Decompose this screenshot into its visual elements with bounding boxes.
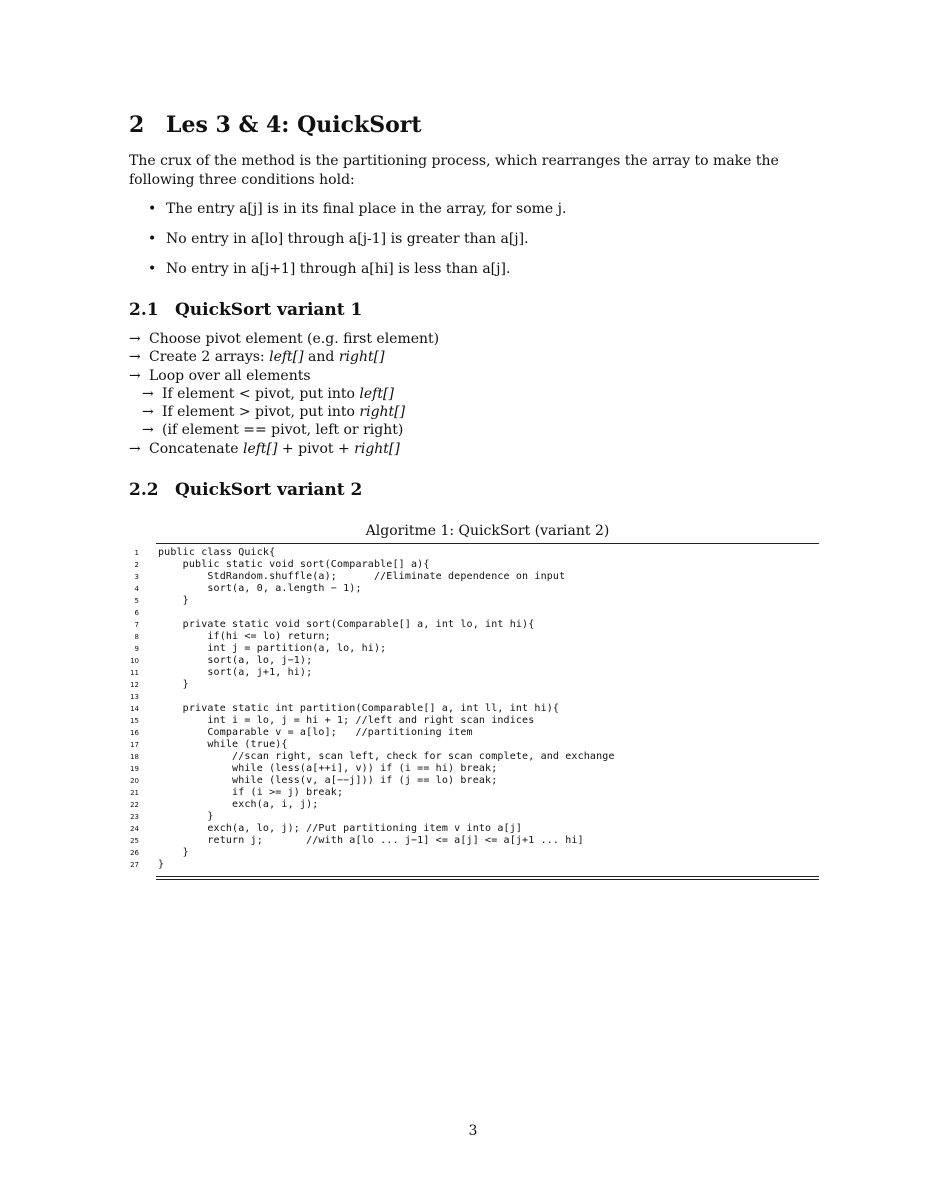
code-text: } [158,595,189,606]
code-line [120,775,820,787]
step-emphasis: left[] [242,440,278,457]
arrow-icon: → [129,331,141,347]
step-emphasis: left[] [359,385,394,402]
code-line [120,703,820,715]
code-line [120,667,820,679]
step-emphasis: left[] [269,349,304,366]
code-text: } [158,847,189,858]
bullet-text: No entry in a[j+1] through a[hi] is less than a[j]. [166,261,511,277]
code-text: StdRandom.shuffle(a); //Eliminate dependence on input [158,571,566,582]
arrow-icon: → [142,404,154,421]
section-heading [129,112,422,138]
code-line [120,799,820,811]
code-line [120,583,820,595]
line-number: 23 [130,813,139,821]
code-text: if(hi <= lo) return; [158,631,331,642]
section-title: Les 3 & 4: QuickSort [166,112,422,138]
code-text: public static void sort(Comparable[] a){ [158,559,430,570]
code-text: sort(a, j+1, hi); [158,667,313,678]
code-line [120,823,820,835]
step-emphasis: right[] [359,404,406,421]
code-text: return j; //with a[lo ... j−1] <= a[j] <= a[j+1 ... hi] [158,835,584,846]
list-item [148,200,566,230]
line-number: 7 [134,621,139,629]
step-text: If element < pivot, put into [162,385,360,402]
code-line [120,739,820,751]
step-emphasis: right[] [354,440,400,457]
code-text: } [158,679,189,690]
arrow-icon: → [129,349,141,366]
code-text: } [158,859,165,870]
code-line [120,811,820,823]
conditions-list [148,200,566,290]
line-number: 5 [134,597,139,605]
code-text: while (true){ [158,739,288,750]
line-number: 21 [130,789,139,797]
code-line [120,595,820,607]
step-text: Loop over all elements [149,367,311,384]
line-number: 17 [130,741,139,749]
step-emphasis: right[] [338,349,385,366]
subsection-number: 2.2 [129,480,159,500]
subsection-number: 2.1 [129,300,159,320]
algorithm-caption: Algoritme 1: QuickSort (variant 2) [365,523,610,539]
code-listing [120,547,820,871]
intro-paragraph: The crux of the method is the partitioning process, which rearranges the array to make the following three conditions hold: [129,153,779,188]
bullet-text: The entry a[j] is in its final place in the array, for some j. [166,201,567,217]
code-text: sort(a, 0, a.length − 1); [158,583,362,594]
list-item [148,260,566,290]
arrow-icon: → [142,422,154,439]
line-number: 26 [130,849,139,857]
variant-1-steps [129,330,439,458]
line-number: 14 [130,705,139,713]
line-number: 13 [130,693,139,701]
code-text: while (less(v, a[−−j])) if (j == lo) break; [158,775,498,786]
line-number: 11 [130,669,139,677]
line-number: 1 [134,549,139,557]
step-item [129,348,439,366]
code-text: Comparable v = a[lo]; //partitioning item [158,727,473,738]
code-text: private static int partition(Comparable[] a, int ll, int hi){ [158,703,560,714]
code-text: exch(a, i, j); [158,799,319,810]
code-text: if (i >= j) break; [158,787,344,798]
code-text: public class Quick{ [158,547,276,558]
code-line [120,727,820,739]
subsection-title: QuickSort variant 2 [175,480,363,500]
step-text: (if element == pivot, left or right) [162,422,404,439]
code-line [120,607,820,619]
code-line [120,859,820,871]
code-line [120,787,820,799]
line-number: 15 [130,717,139,725]
algorithm-top-rule [156,543,819,544]
step-item [129,330,439,348]
line-number: 12 [130,681,139,689]
code-line [120,619,820,631]
arrow-icon: → [129,440,141,457]
section-number: 2 [129,112,145,138]
step-text: Create 2 arrays: [149,349,270,366]
code-line [120,691,820,703]
line-number: 8 [134,633,139,641]
subsection-title: QuickSort variant 1 [175,300,363,320]
line-number: 4 [134,585,139,593]
code-text: sort(a, lo, j−1); [158,655,313,666]
line-number: 18 [130,753,139,761]
step-text: and [303,349,339,366]
algorithm-bottom-rule [156,876,819,877]
subsection-heading-variant-1 [129,300,362,320]
line-number: 2 [134,561,139,569]
line-number: 27 [130,861,139,869]
line-number: 24 [130,825,139,833]
step-item [129,403,439,421]
algorithm-bottom-rule-double [156,879,819,880]
step-item [129,421,439,439]
bullet-text: No entry in a[lo] through a[j-1] is greater than a[j]. [166,231,529,247]
line-number: 16 [130,729,139,737]
step-item [129,440,439,458]
step-text: If element > pivot, put into [162,404,360,421]
line-number: 9 [134,645,139,653]
code-line [120,631,820,643]
code-text: int j = partition(a, lo, hi); [158,643,387,654]
code-text: exch(a, lo, j); //Put partitioning item v into a[j] [158,823,523,834]
arrow-icon: → [142,385,154,402]
bullet-icon: • [148,261,157,277]
code-line [120,559,820,571]
page-number: 3 [468,1123,478,1139]
line-number: 10 [130,657,139,665]
line-number: 6 [134,609,139,617]
code-text: } [158,811,214,822]
code-line [120,679,820,691]
step-item [129,367,439,385]
code-line [120,763,820,775]
code-line [120,547,820,559]
list-item [148,230,566,260]
line-number: 22 [130,801,139,809]
line-number: 25 [130,837,139,845]
code-text: //scan right, scan left, check for scan complete, and exchange [158,751,615,762]
code-text: int i = lo, j = hi + 1; //left and right scan indices [158,715,535,726]
code-line [120,835,820,847]
bullet-icon: • [148,201,157,217]
code-line [120,571,820,583]
arrow-icon: → [129,367,141,384]
line-number: 3 [134,573,139,581]
code-line [120,751,820,763]
step-text: Choose pivot element (e.g. first element) [149,331,440,347]
code-line [120,643,820,655]
bullet-icon: • [148,231,157,247]
code-text: private static void sort(Comparable[] a, int lo, int hi){ [158,619,535,630]
step-text: + pivot + [277,440,355,457]
step-text: Concatenate [149,440,243,457]
code-line [120,847,820,859]
subsection-heading-variant-2 [129,480,362,500]
step-item [129,385,439,403]
code-line [120,715,820,727]
code-line [120,655,820,667]
code-text: while (less(a[++i], v)) if (i == hi) break; [158,763,498,774]
line-number: 19 [130,765,139,773]
line-number: 20 [130,777,139,785]
